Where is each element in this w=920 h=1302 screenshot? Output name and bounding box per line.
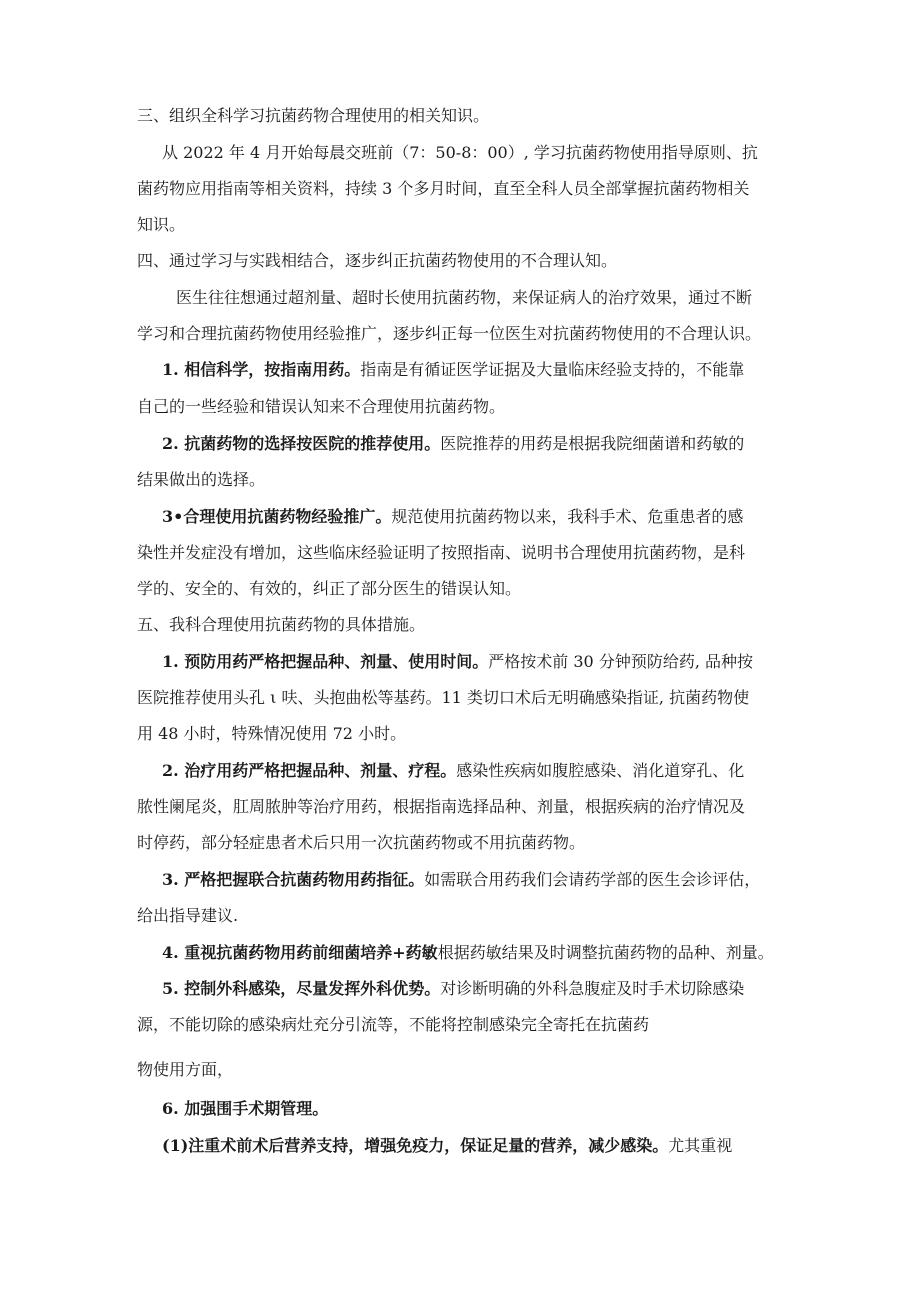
list-item-title: 4. 重视抗菌药物用药前细菌培养+药敏 <box>162 943 438 962</box>
list-item-title: 2. 抗菌药物的选择按医院的推荐使用。 <box>162 434 441 453</box>
paragraph-line: 医生往往想通过超剂量、超时长使用抗菌药物，来保证病人的治疗效果，通过不断 <box>176 288 753 307</box>
list-item <box>162 979 744 999</box>
list-item <box>162 652 753 672</box>
section-5-heading: 五、我科合理使用抗菌药物的具体措施。 <box>137 615 426 634</box>
list-item-title: 5. 控制外科感染，尽量发挥外科优势。 <box>162 979 441 998</box>
list-item-title: 1. 相信科学，按指南用药。 <box>162 360 361 379</box>
list-item-title: 3. 严格把握联合抗菌药物用药指征。 <box>162 870 425 889</box>
list-item <box>162 870 760 890</box>
paragraph-line: 源，不能切除的感染病灶充分引流等，不能将控制感染完全寄托在抗菌药 <box>137 1015 650 1034</box>
list-item-text: 感染性疾病如腹腔感染、消化道穿孔、化 <box>456 761 745 780</box>
list-item <box>162 1099 328 1119</box>
list-item-title: 6. 加强围手术期管理。 <box>162 1099 329 1118</box>
paragraph-line: 学习和合理抗菌药物使用经验推广，逐步纠正每一位医生对抗菌药物使用的不合理认识。 <box>137 324 762 343</box>
paragraph-line: 知识。 <box>137 215 186 234</box>
paragraph-line: 结果做出的选择。 <box>137 470 266 489</box>
list-item-text: 根据药敏结果及时调整抗菌药物的品种、剂量。 <box>437 943 774 962</box>
list-item <box>162 761 744 781</box>
list-item <box>162 943 774 963</box>
list-item-title: 3•合理使用抗菌药物经验推广。 <box>162 507 392 526</box>
list-item-text: 规范使用抗菌药物以来，我科手术、危重患者的感 <box>391 507 744 526</box>
paragraph-line: 学的、安全的、有效的，纠正了部分医生的错误认知。 <box>137 579 522 598</box>
paragraph-line: 用 48 小时，特殊情况使用 72 小时。 <box>137 724 407 743</box>
list-item <box>162 360 744 380</box>
paragraph-line: 染性并发症没有增加，这些临床经验证明了按照指南、说明书合理使用抗菌药物，是科 <box>137 543 746 562</box>
section-4-heading: 四、通过学习与实践相结合，逐步纠正抗菌药物使用的不合理认知。 <box>137 251 618 270</box>
list-item-text: 严格按术前 30 分钟预防给药, 品种按 <box>488 652 753 671</box>
paragraph-line: 从 2022 年 4 月开始每晨交班前（7：50-8：00）, 学习抗菌药物使用指导原则、抗 <box>162 143 758 162</box>
list-item-text: 如需联合用药我们会请药学部的医生会诊评估， <box>424 870 761 889</box>
sub-list-item-text: 尤其重视 <box>668 1136 733 1155</box>
paragraph-line: 自己的一些经验和错误认知来不合理使用抗菌药物。 <box>137 397 506 416</box>
paragraph-line: 菌药物应用指南等相关资料，持续 3 个多月时间，直至全科人员全部掌握抗菌药物相关 <box>137 179 750 198</box>
paragraph-line: 脓性阑尾炎，肛周脓肿等治疗用药，根据指南选择品种、剂量，根据疾病的治疗情况及 <box>137 797 746 816</box>
paragraph-line: 给出指导建议. <box>137 906 239 925</box>
list-item-title: 2. 治疗用药严格把握品种、剂量、疗程。 <box>162 761 457 780</box>
list-item-text: 对诊断明确的外科急腹症及时手术切除感染 <box>440 979 745 998</box>
list-item-text: 指南是有循证医学证据及大量临床经验支持的，不能靠 <box>360 360 745 379</box>
list-item <box>162 507 743 527</box>
section-3-heading: 三、组织全科学习抗菌药物合理使用的相关知识。 <box>137 106 490 125</box>
sub-list-item <box>162 1136 732 1156</box>
paragraph-line: 物使用方面， <box>137 1060 234 1079</box>
list-item-title: 1. 预防用药严格把握品种、剂量、使用时间。 <box>162 652 489 671</box>
sub-list-item-title: (1)注重术前术后营养支持，增强免疫力，保证足量的营养，减少感染。 <box>162 1136 669 1155</box>
paragraph-line: 医院推荐使用头孔 ι 呋、头抱曲松等基药。11 类切口术后无明确感染指证, 抗菌药物使 <box>137 688 750 707</box>
paragraph-line: 时停药，部分轻症患者术后只用一次抗菌药物或不用抗菌药物。 <box>137 833 586 852</box>
list-item-text: 医院推荐的用药是根据我院细菌谱和药敏的 <box>440 434 745 453</box>
list-item <box>162 434 744 454</box>
